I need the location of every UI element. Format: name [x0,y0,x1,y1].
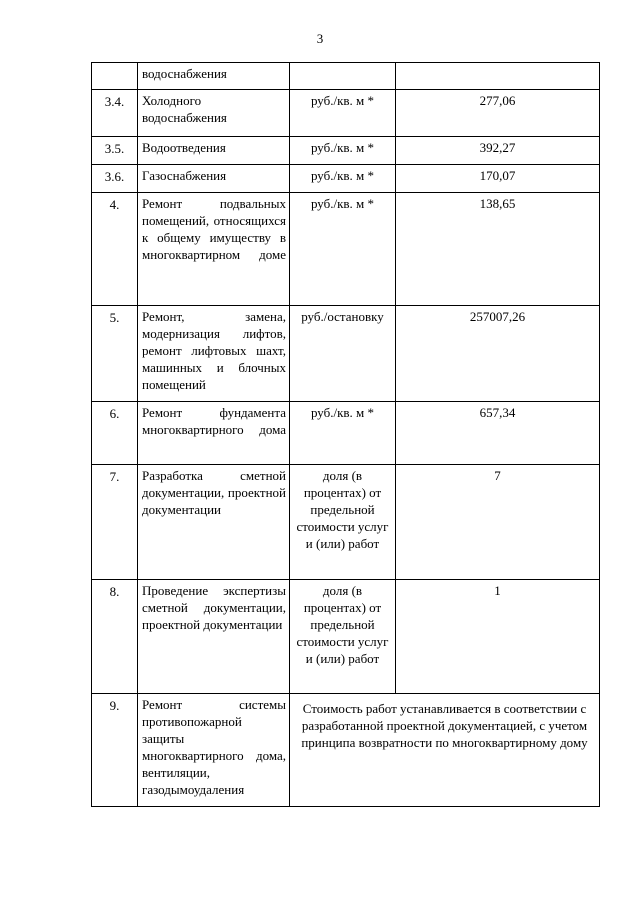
row-name: Ремонт подвальных помещений, относящихся к общему имуществу в многоквартирном доме [138,193,290,306]
row-number: 4. [92,193,138,306]
row-number: 8. [92,580,138,694]
table-row [92,694,600,807]
row-unit: руб./кв. м * [290,165,396,193]
row-unit: доля (в процентах) от предельной стоимости услуг и (или) работ [290,580,396,694]
table-row [92,63,600,90]
row-value: 7 [396,465,600,580]
row-name: Ремонт фундамента многоквартирного дома [138,402,290,465]
table-row [92,193,600,306]
row-name: Водоотведения [138,137,290,165]
row-unit: доля (в процентах) от предельной стоимости услуг и (или) работ [290,465,396,580]
row-value: 277,06 [396,90,600,137]
row-number [92,63,138,90]
row-number: 3.5. [92,137,138,165]
table-row [92,580,600,694]
row-name: Разработка сметной документации, проектной документации [138,465,290,580]
row-unit: руб./кв. м * [290,402,396,465]
row-number: 6. [92,402,138,465]
table-row [92,137,600,165]
row-number: 3.6. [92,165,138,193]
row-name: Ремонт, замена, модернизация лифтов, ремонт лифтовых шахт, машинных и блочных помещений [138,306,290,402]
row-value: 138,65 [396,193,600,306]
row-value: 1 [396,580,600,694]
table-row [92,90,600,137]
table-row [92,465,600,580]
row-unit: руб./кв. м * [290,137,396,165]
row-value [396,63,600,90]
row-number: 7. [92,465,138,580]
row-number: 3.4. [92,90,138,137]
row-name: Проведение экспертизы сметной документации, проектной документации [138,580,290,694]
row-value: 170,07 [396,165,600,193]
table-row [92,306,600,402]
row-name: водоснабжения [138,63,290,90]
row-number: 9. [92,694,138,807]
row-value: 392,27 [396,137,600,165]
page-number: 3 [316,31,324,46]
row-unit [290,63,396,90]
row-name: Ремонт системы противопожарной защиты многоквартирного дома, вентиляции, газодымоудаления [138,694,290,807]
row-unit: руб./кв. м * [290,90,396,137]
row-number: 5. [92,306,138,402]
tariff-table [91,62,600,807]
row-name: Газоснабжения [138,165,290,193]
row-unit: руб./кв. м * [290,193,396,306]
row-value: 657,34 [396,402,600,465]
table-row [92,165,600,193]
row-value: 257007,26 [396,306,600,402]
table-row [92,402,600,465]
row-name: Холодного водоснабжения [138,90,290,137]
row-cost-note: Стоимость работ устанавливается в соответствии с разработанной проектной документацией, с учетом принципа возвратности по многоквартирному дому [290,694,600,807]
row-unit: руб./остановку [290,306,396,402]
